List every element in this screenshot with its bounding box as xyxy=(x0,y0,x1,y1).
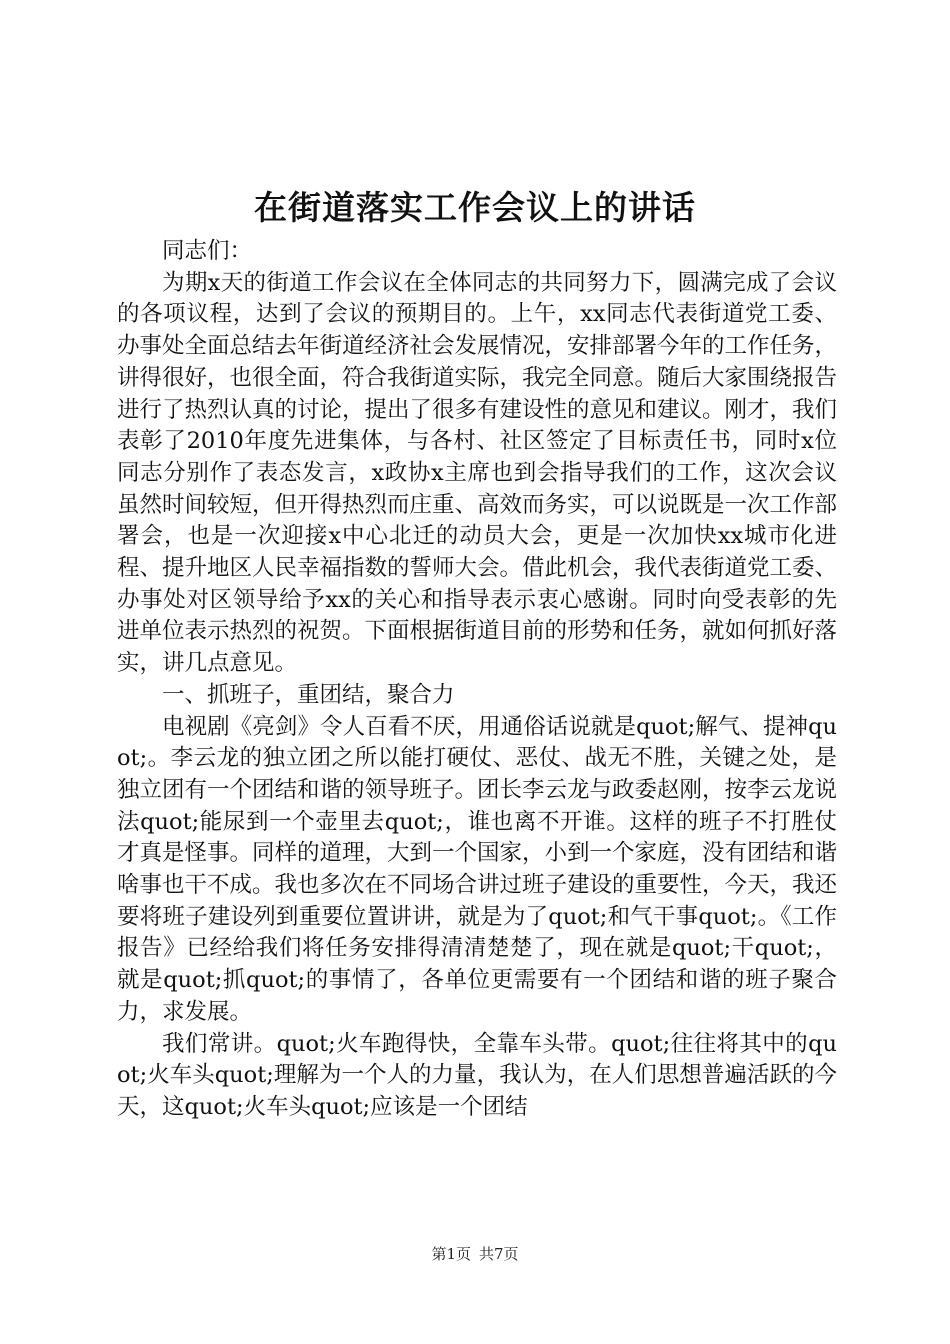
page-footer xyxy=(0,1244,950,1264)
paragraph: 电视剧《亮剑》令人百看不厌，用通俗话说就是quot;解气、提神quot;。李云龙的独立团之所以能打硬仗、恶仗、战无不胜，关键之处，是独立团有一个团结和谐的领导班子。团长李云龙与政委赵刚，按李云龙说法quot;能尿到一个壶里去quot;，谁也离不开谁。这样的班子不打胜仗才真是怪事。同样的道理，大到一个国家，小到一个家庭，没有团结和谐啥事也干不成。我也多次在不同场合讲过班子建设的重要性，今天，我还要将班子建设列到重要位置讲讲，就是为了quot;和气干事quot;。《工作报告》已经给我们将任务安排得清清楚楚了，现在就是quot;干quot;，就是quot;抓quot;的事情了，各单位更需要有一个团结和谐的班子聚合力，求发展。 xyxy=(117,713,838,1025)
document-title: 在街道落实工作会议上的讲话 xyxy=(254,188,696,227)
total-pages: 共7页 xyxy=(479,1245,519,1263)
page-number: 第1页 xyxy=(431,1245,471,1263)
section-heading: 一、抓班子，重团结，聚合力 xyxy=(162,681,455,708)
document-body xyxy=(117,236,837,1124)
paragraph: 我们常讲。quot;火车跑得快，全靠车头带。quot;往往将其中的quot;火车头quot;理解为一个人的力量，我认为，在人们思想普遍活跃的今天，这quot;火车头quot;应该是一个团结 xyxy=(117,1030,837,1120)
salutation: 同志们： xyxy=(162,238,253,264)
paragraph-intro: 为期x天的街道工作会议在全体同志的共同努力下，圆满完成了会议的各项议程，达到了会议的预期目的。上午，xx同志代表街道党工委、办事处全面总结去年街道经济社会发展情况，安排部署今年的工作任务，讲得很好，也很全面，符合我街道实际，我完全同意。随后大家围绕报告进行了热烈认真的讨论，提出了很多有建设性的意见和建议。刚才，我们表彰了2010年度先进集体，与各村、社区签定了目标责任书，同时x位同志分别作了表态发言，x政协x主席也到会指导我们的工作，这次会议虽然时间较短，但开得热烈而庄重、高效而务实，可以说既是一次工作部署会，也是一次迎接x中心北迁的动员大会，更是一次加快xx城市化进程、提升地区人民幸福指数的誓师大会。借此机会，我代表街道党工委、办事处对区领导给予xx的关心和指导表示衷心感谢。同时向受表彰的先进单位表示热烈的祝贺。下面根据街道目前的形势和任务，就如何抓好落实，讲几点意见。 xyxy=(117,269,838,677)
